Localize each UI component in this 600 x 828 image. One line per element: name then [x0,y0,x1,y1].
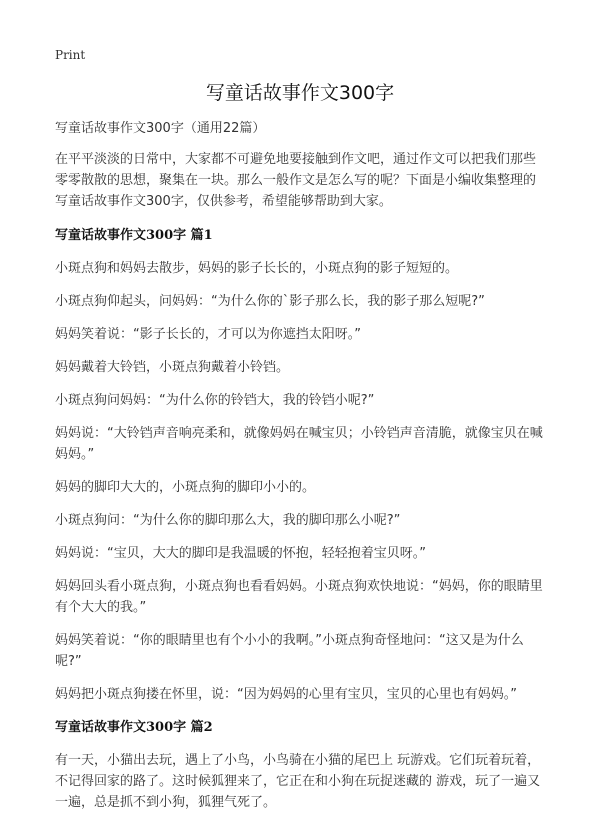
paragraph: 妈妈笑着说：“你的眼睛里也有个小小的我啊。”小斑点狗奇怪地问：“这又是为什么呢?” [55,633,524,669]
paragraph: 妈妈说：“大铃铛声音响亮柔和，就像妈妈在喊宝贝；小铃铛声音清脆，就像宝贝在喊妈妈。” [55,426,543,462]
section-2 [55,717,548,813]
paragraph: 小斑点狗问妈妈：“为什么你的铃铛大，我的铃铛小呢?” [55,393,375,408]
paragraph: 妈妈说：“宝贝，大大的脚印是我温暖的怀抱，轻轻抱着宝贝呀。” [55,546,426,561]
print-link[interactable]: Print [55,48,86,62]
article-intro: 在平平淡淡的日常中，大家都不可避免地要接触到作文吧，通过作文可以把我们那些零零散散的思想，聚集在一块。那么一般作文是怎么写的呢？下面是小编收集整理的写童话故事作文300字，仅供参考，希望能够帮助到大家。 [55,152,537,209]
section-heading: 写童话故事作文300字 篇1 [55,228,213,243]
article-body [55,118,548,825]
paragraph: 有一天，小猫出去玩，遇上了小鸟，小鸟骑在小猫的尾巴上 玩游戏。它们玩着玩着，不记得回家的路了。这时候狐狸来了，它正在和小狗在玩捉迷藏的 游戏，玩了一遍又一遍，总是抓不到小狗，狐狸气死了。 [55,753,541,810]
paragraph: 小斑点狗和妈妈去散步，妈妈的影子长长的，小斑点狗的影子短短的。 [55,261,459,276]
article-subtitle: 写童话故事作文300字（通用22篇） [55,121,266,136]
paragraph: 妈妈回头看小斑点狗，小斑点狗也看看妈妈。小斑点狗欢快地说：“妈妈，你的眼睛里有个大大的我。” [55,579,543,615]
paragraph: 妈妈戴着大铃铛，小斑点狗戴着小铃铛。 [55,360,290,375]
paragraph: 小斑点狗仰起头，问妈妈：“为什么你的`影子那么长，我的影子那么短呢?” [55,294,485,309]
paragraph: 妈妈把小斑点狗搂在怀里，说：“因为妈妈的心里有宝贝，宝贝的心里也有妈妈。” [55,687,517,702]
paragraph: 小斑点狗问：“为什么你的脚印那么大，我的脚印那么小呢?” [55,513,401,528]
paragraph: 妈妈的脚印大大的，小斑点狗的脚印小小的。 [55,480,316,495]
section-1 [55,225,548,705]
section-heading: 写童话故事作文300字 篇2 [55,720,213,735]
page-title: 写童话故事作文300字 [205,82,395,104]
paragraph: 妈妈笑着说：“影子长长的，才可以为你遮挡太阳呀。” [55,327,361,342]
